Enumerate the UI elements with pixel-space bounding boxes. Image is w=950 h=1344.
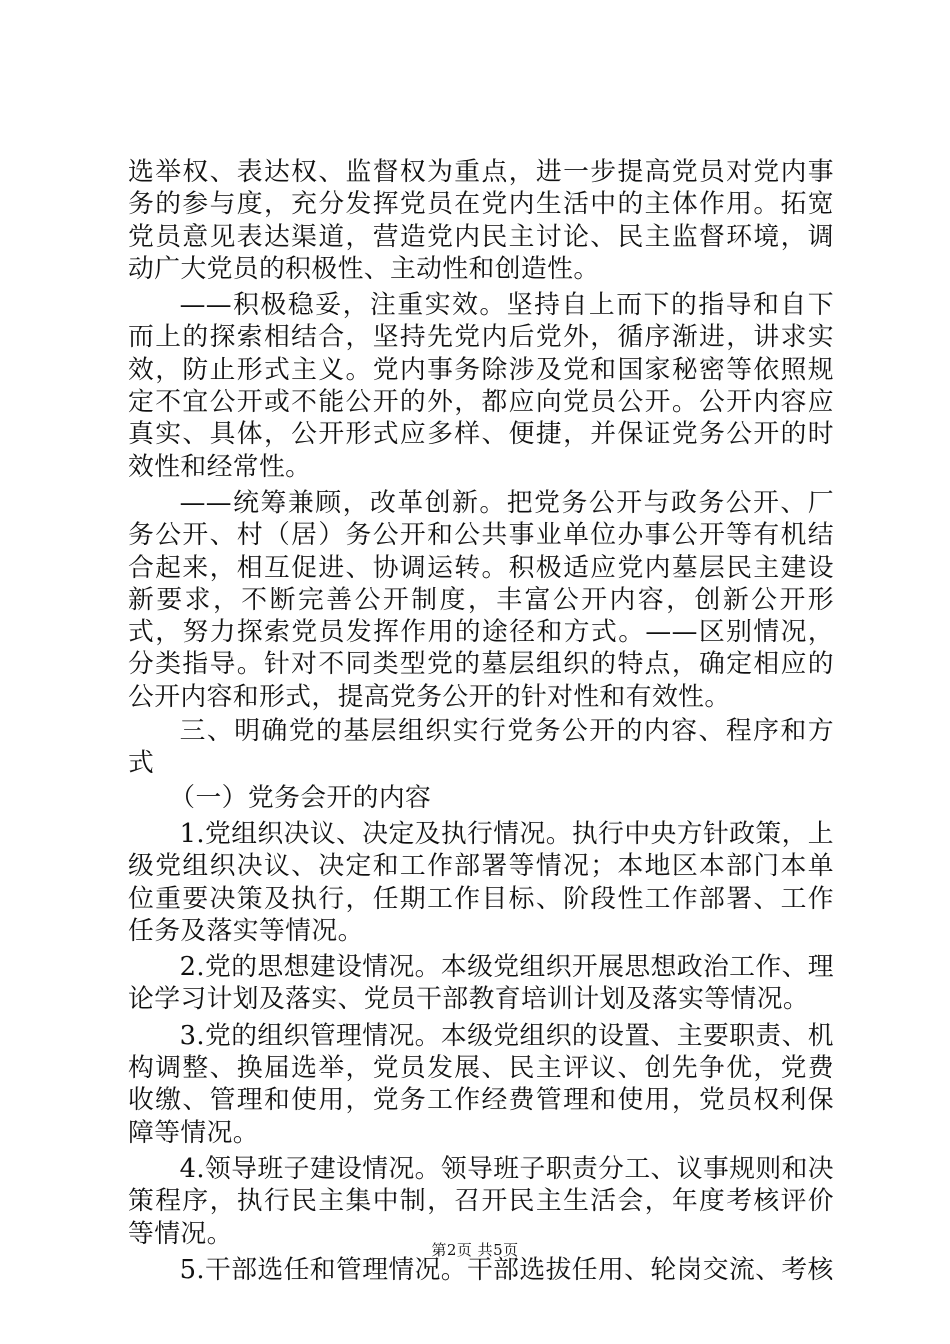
- list-item-4: 4.领导班子建设情况。领导班子职责分工、议事规则和决策程序，执行民主集中制，召开民主生活会，年度考核评价等情况。: [128, 1153, 834, 1249]
- document-body: [128, 156, 834, 1286]
- paragraph-overall-planning: ——统筹兼顾，改革创新。把党务公开与政务公开、厂务公开、村（居）务公开和公共事业单位办事公开等有机结合起来，相互促进、协调运转。积极适应党内墓层民主建设新要求，不断完善公开制度，丰富公开内容，创新公开形式，努力探索党员发挥作用的途径和方式。——区别情况，分类指导。针对不同类型党的墓层组织的特点，确定相应的公开内容和形式，提高党务公开的针对性和有效性。: [128, 487, 834, 712]
- list-item-5: 5.干部选任和管理情况。干部选拔任用、轮岗交流、考核: [179, 1254, 834, 1285]
- list-item-3: 3.党的组织管理情况。本级党组织的设置、主要职责、机构调整、换届选举，党员发展、民主评议、创先争优，党费收缴、管理和使用，党务工作经费管理和使用，党员权利保障等情况。: [128, 1020, 834, 1148]
- page-footer: 第2页 共5页: [431, 1241, 519, 1259]
- paragraph-steady-effective: ——积极稳妥，注重实效。坚持自上而下的指导和自下而上的探索相结合，坚持先党内后党外，循序渐进，讲求实效，防止形式主义。党内事务除涉及党和国家秘密等依照规定不宜公开或不能公开的外，都应向党员公开。公开内容应真实、具体，公开形式应多样、便捷，并保证党务公开的时效性和经常性。: [128, 290, 834, 482]
- list-item-1: 1.党组织决议、决定及执行情况。执行中央方针政策，上级党组织决议、决定和工作部署等情况；本地区本部门本单位重要决策及执行，任期工作目标、阶段性工作部署、工作任务及落实等情况。: [128, 818, 834, 946]
- section-heading-three: 三、明确党的基层组织实行党务公开的内容、程序和方式: [128, 716, 834, 779]
- paragraph-continuation: 选举权、表达权、监督权为重点，进一步提高党员对党内事务的参与度，充分发挥党员在党内生活中的主体作用。拓宽党员意见表达渠道，营造党内民主讨论、民主监督环境，调动广大党员的积极性、主动性和创造性。: [128, 157, 834, 284]
- list-item-2: 2.党的思想建设情况。本级党组织开展思想政治工作、理论学习计划及落实、党员干部教育培训计划及落实等情况。: [128, 952, 834, 1015]
- subsection-heading-one: （一）党务会开的内容: [169, 782, 432, 813]
